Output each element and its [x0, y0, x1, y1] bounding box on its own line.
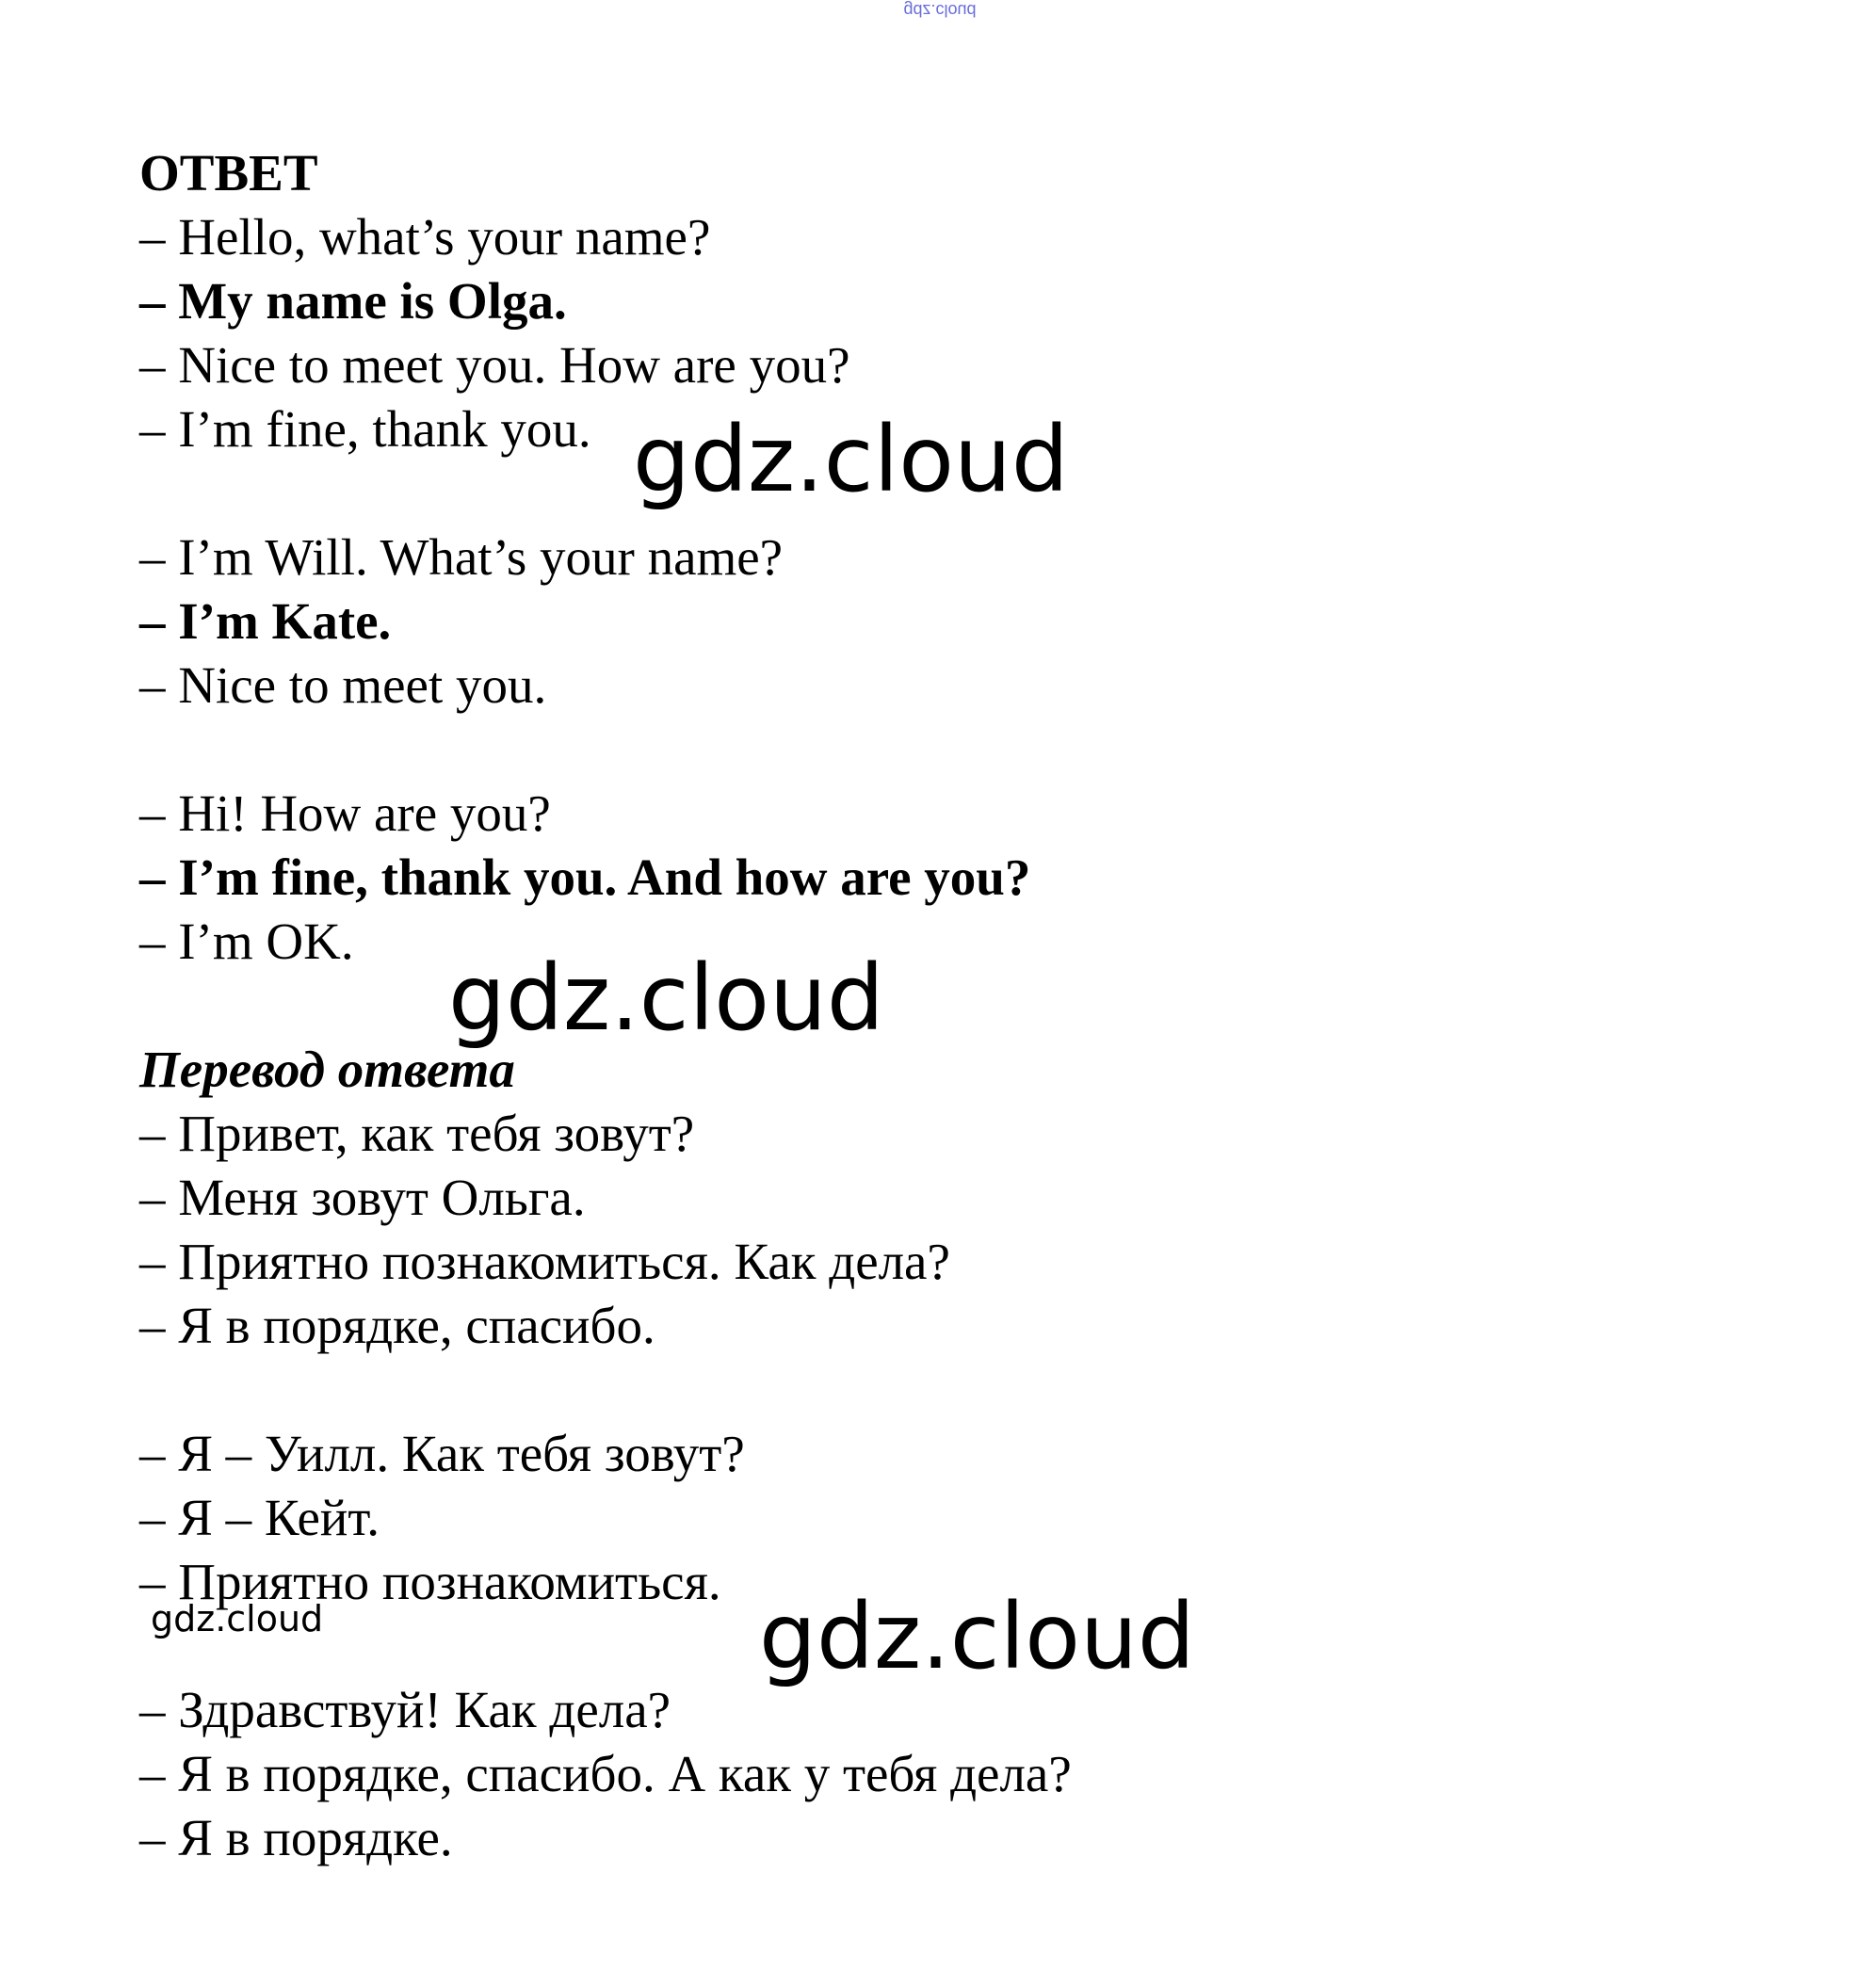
watermark-text: gdz.cloud — [151, 1598, 324, 1639]
translation-line: – Меня зовут Ольга. — [139, 1169, 586, 1226]
answer-line: – I’m Kate. — [139, 592, 392, 650]
translation-line: – Приятно познакомиться. Как дела? — [139, 1233, 950, 1290]
answer-line: – Hello, what’s your name? — [139, 208, 711, 266]
translation-line: – Я в порядке. — [139, 1809, 453, 1866]
translation-line: – Я в порядке, спасибо. А как у тебя дела? — [139, 1745, 1072, 1802]
translation-line: – Я – Кейт. — [139, 1489, 380, 1546]
watermark-text: gdz.cloud — [633, 407, 1069, 512]
answer-heading: ОТВЕТ — [139, 144, 318, 202]
paragraph-gap — [139, 1358, 1552, 1422]
translation-line: – Приятно познакомиться. — [139, 1553, 721, 1610]
watermark-text: gdz.cloud — [448, 945, 884, 1051]
translation-line: – Здравствуй! Как дела? — [139, 1681, 671, 1738]
watermark-text: gdz.cloud — [759, 1584, 1195, 1689]
answer-line: – Nice to meet you. How are you? — [139, 336, 850, 394]
answer-line: – I’m OK. — [139, 912, 354, 970]
translation-line: – Привет, как тебя зовут? — [139, 1105, 695, 1162]
top-watermark: gdz.cloud — [903, 1, 977, 20]
paragraph-gap — [139, 718, 1552, 782]
answer-line: – I’m fine, thank you. — [139, 400, 591, 458]
answer-line: – My name is Olga. — [139, 272, 567, 330]
answer-line: – I’m Will. What’s your name? — [139, 528, 784, 586]
answer-line: – Hi! How are you? — [139, 784, 551, 842]
translation-line: – Я в порядке, спасибо. — [139, 1297, 655, 1354]
translation-line: – Я – Уилл. Как тебя зовут? — [139, 1425, 745, 1482]
translation-heading: Перевод ответа — [139, 1041, 515, 1098]
answer-line: – I’m fine, thank you. And how are you? — [139, 848, 1031, 906]
answer-line: – Nice to meet you. — [139, 656, 547, 714]
